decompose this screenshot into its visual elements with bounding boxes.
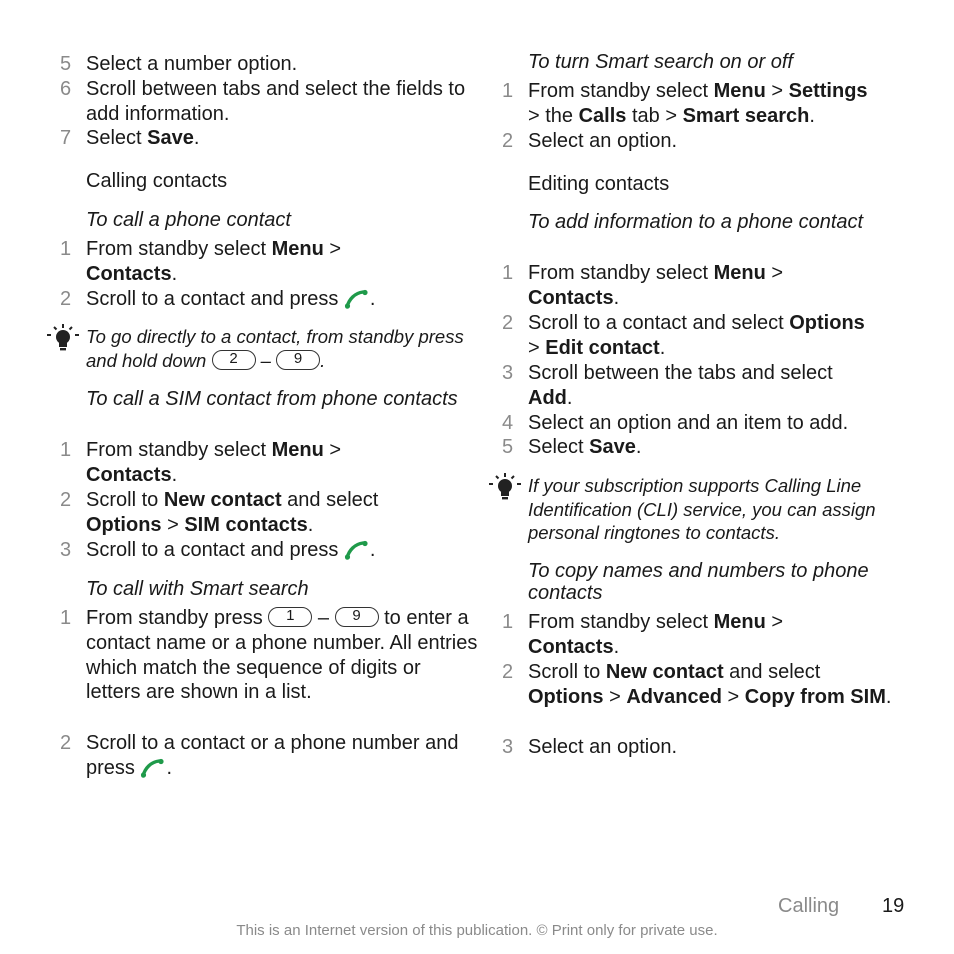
step-5 [60,52,480,77]
step-text: Scroll to New contact and select Options > Advanced > Copy from SIM. [528,661,892,708]
step-number: 6 [60,78,72,100]
page-number: 19 [882,895,905,917]
step-2 [60,731,480,781]
step-4 [502,411,922,436]
step-text: Select an option. [528,736,677,758]
step-number: 1 [502,262,514,284]
tip-text: If your subscription supports Calling Line Identification (CLI) service, you can assign personal ringtones to contacts. [528,475,876,543]
menu-term: Add [528,386,567,409]
step-text: Scroll to a contact and press . [86,288,376,310]
section-heading-calling-contacts: Calling contacts [86,170,228,192]
procedure-title-add-information: To add information to a phone contact [528,211,864,233]
keypad-key-9: 9 [335,607,379,627]
step-number: 3 [502,736,514,758]
menu-term: Contacts [86,262,172,285]
menu-term: Menu [713,262,766,284]
step-3 [502,361,922,411]
step-number: 5 [60,53,72,75]
menu-term: Menu [713,611,766,633]
step-text: Select a number option. [86,53,298,75]
menu-term: Options [86,513,162,536]
step-text: Scroll between tabs and select the fields to add information. [86,78,466,125]
menu-term: Menu [271,238,324,260]
step-7 [60,126,480,151]
step-1 [502,79,922,129]
call-key-icon [140,758,166,778]
step-text: Select Save. [86,127,200,149]
step-text: Scroll to New contact and select Options > SIM contacts. [86,489,379,536]
menu-term: New contact [163,489,282,511]
menu-term: Options [528,685,604,708]
procedure-title-smart-search-on-off: To turn Smart search on or off [528,51,793,73]
step-1 [502,261,922,311]
step-text: From standby select Menu > Contacts. [86,238,342,285]
step-2 [502,129,922,154]
menu-term: Calls [578,104,627,127]
step-text: Scroll to a contact and select Options > Edit contact. [528,312,865,359]
footer-note: This is an Internet version of this publication. © Print only for private use. [236,922,718,939]
step-3 [502,735,922,760]
step-2 [502,311,922,361]
menu-term: Edit contact [545,336,660,359]
call-key-icon [344,540,370,560]
step-5 [502,435,922,460]
step-text: From standby select Menu > Settings > the Calls tab > Smart search. [528,80,868,127]
step-text: Select Save. [528,436,642,458]
step-number: 2 [60,489,72,511]
step-number: 1 [502,80,514,102]
menu-term: Menu [271,439,324,461]
step-text: From standby select Menu > Contacts. [86,439,342,486]
menu-term: Contacts [86,463,172,486]
step-text: Scroll to a contact or a phone number and press . [86,732,459,779]
menu-term: Settings [788,80,868,102]
step-number: 1 [60,439,72,461]
step-2 [60,488,480,538]
procedure-title-call-smart-search: To call with Smart search [86,578,309,600]
menu-term: Contacts [528,635,614,658]
menu-term: Advanced [626,685,722,708]
step-6 [60,77,480,127]
lightbulb-icon [46,323,80,353]
step-2 [502,660,922,710]
step-1 [60,438,480,488]
step-1 [60,237,480,287]
menu-term: Save [589,436,636,458]
menu-term: Smart search [682,104,810,127]
step-3 [60,538,480,563]
step-text: From standby select Menu > Contacts. [528,262,784,309]
step-number: 3 [60,539,72,561]
menu-term: Menu [713,80,766,102]
keypad-key-2: 2 [212,350,256,370]
tip [502,474,922,545]
step-text: From standby press 1 – 9 to enter a contact name or a phone number. All entries which match the sequence of digits or letters are shown in a list. [86,607,478,704]
step-number: 2 [60,288,72,310]
step-number: 2 [502,661,514,683]
tip-text: To go directly to a contact, from standby press and hold down 2 – 9 . [86,326,464,371]
step-number: 1 [502,611,514,633]
step-number: 4 [502,412,514,434]
tip [60,325,480,372]
step-text: Scroll to a contact and press . [86,539,376,561]
step-number: 2 [60,732,72,754]
keypad-key-1: 1 [268,607,312,627]
step-number: 2 [502,130,514,152]
procedure-title-copy-names: To copy names and numbers to phone contacts [528,560,869,604]
menu-term: Contacts [528,286,614,309]
step-text: Select an option. [528,130,677,152]
step-2 [60,287,480,312]
section-heading-editing-contacts: Editing contacts [528,173,670,195]
lightbulb-icon [488,472,522,502]
step-text: From standby select Menu > Contacts. [528,611,784,658]
menu-term: SIM contacts [184,513,308,536]
procedure-title-call-sim-contact: To call a SIM contact from phone contacts [86,388,458,410]
step-number: 2 [502,312,514,334]
step-number: 7 [60,127,72,149]
menu-term: Copy from SIM [744,685,886,708]
menu-term: Options [789,312,865,334]
step-1 [502,610,922,660]
menu-term: New contact [605,661,724,683]
procedure-title-call-phone-contact: To call a phone contact [86,209,291,231]
footer-section-name: Calling [778,895,840,917]
step-1 [60,606,480,705]
keypad-key-9: 9 [276,350,320,370]
step-number: 3 [502,362,514,384]
step-text: Scroll between the tabs and select Add. [528,362,833,409]
call-key-icon [344,289,370,309]
step-number: 5 [502,436,514,458]
menu-term: Save [147,127,194,149]
step-text: Select an option and an item to add. [528,412,849,434]
step-number: 1 [60,607,72,629]
step-number: 1 [60,238,72,260]
